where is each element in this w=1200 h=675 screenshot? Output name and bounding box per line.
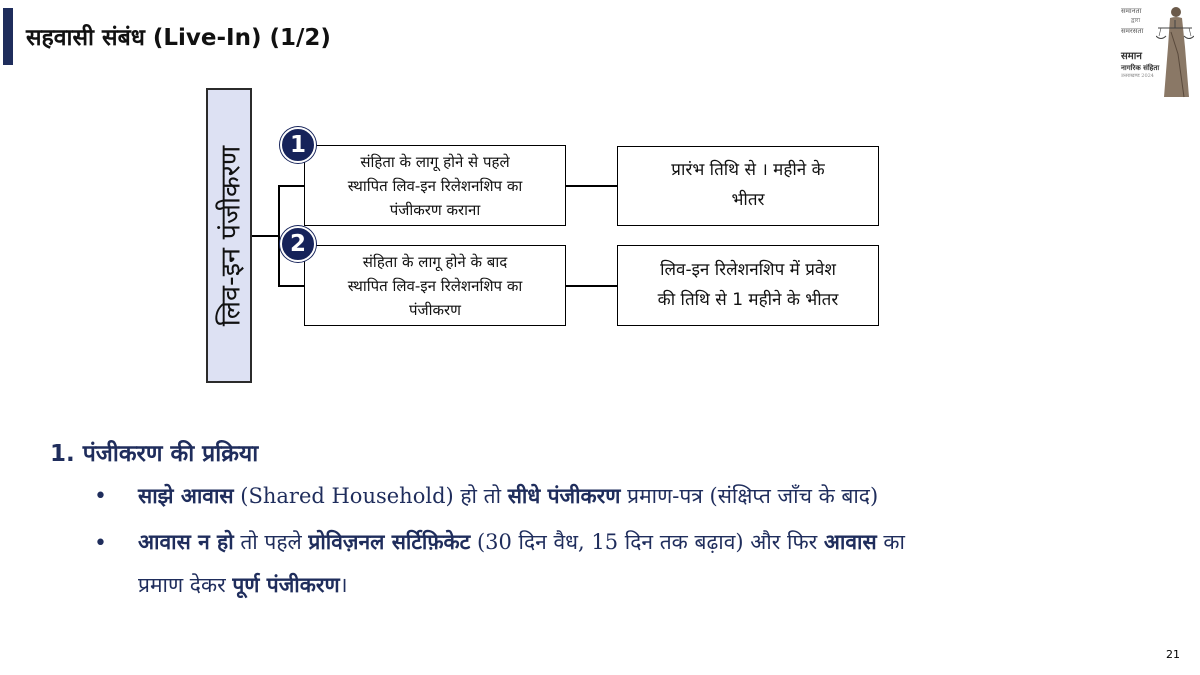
logo-text-line6: उत्तराखण्ड 2024 (1121, 73, 1154, 79)
branch-1-condition-line: पंजीकरण कराना (389, 200, 481, 219)
branch-1-deadline-line: भीतर (731, 190, 765, 210)
bullet-2-bold-term: पूर्ण पंजीकरण (232, 573, 340, 597)
branch-1-condition-line: संहिता के लागू होने से पहले (360, 152, 510, 171)
connector-vertical (278, 185, 280, 286)
branch-2-deadline-box (617, 245, 879, 326)
branch-1-deadline-box (617, 146, 879, 226)
branch-2-deadline-line: की तिथि से 1 महीने के भीतर (657, 289, 839, 310)
logo-text-line3: समरसता (1121, 27, 1144, 35)
section-heading: 1. पंजीकरण की प्रक्रिया (50, 441, 259, 467)
title-accent-bar (3, 8, 13, 65)
page-number: 21 (1166, 648, 1180, 661)
branch-2-condition-line: स्थापित लिव-इन रिलेशनशिप का (347, 276, 523, 295)
branch-2-condition-line: पंजीकरण (408, 300, 462, 319)
bullet-1-text-part: प्रमाण-पत्र (संक्षिप्त जाँच के बाद) (620, 484, 879, 508)
bullet-1-text (138, 486, 878, 507)
bullet-1-bold-term: सीधे पंजीकरण (507, 484, 621, 508)
diagram-root-box (206, 88, 252, 383)
branch-2-condition-line: संहिता के लागू होने के बाद (362, 252, 508, 271)
diagram-root-label: लिव-इन पंजीकरण (215, 145, 247, 326)
connector-result-2 (565, 285, 618, 287)
bullet-marker: • (94, 484, 107, 509)
logo-text-line1: समानता (1121, 7, 1142, 15)
branch-1-deadline-line: प्रारंभ तिथि से । महीने के (671, 160, 825, 181)
slide-title: सहवासी संबंध (Live-In) (1/2) (26, 25, 331, 51)
bullet-1-bold-term: साझे आवास (138, 484, 234, 508)
bullet-2-bold-term: आवास न हो (138, 530, 234, 554)
logo-text-line2: द्वारा (1131, 17, 1141, 24)
branch-2-deadline-line: लिव-इन रिलेशनशिप में प्रवेश (660, 259, 836, 280)
bullet-2-text (138, 532, 905, 553)
branch-2-condition-box (304, 245, 566, 326)
bullet-2-bold-term: प्रोविज़नल सर्टिफ़िकेट (308, 530, 471, 554)
bullet-2-text-part: तो पहले (233, 530, 309, 554)
logo-text-line4: समान (1121, 51, 1142, 62)
connector-branch-2 (278, 285, 305, 287)
branch-2-number-badge: 2 (280, 226, 316, 262)
branch-1-condition-box (304, 145, 566, 226)
connector-root (252, 235, 279, 237)
bullet-2-text-part: । (339, 573, 348, 597)
branch-1-condition-line: स्थापित लिव-इन रिलेशनशिप का (347, 176, 523, 195)
bullet-2-bold-term: आवास (823, 530, 877, 554)
bullet-2-text-part: (30 दिन वैध, 15 दिन तक बढ़ाव) और फिर (470, 530, 824, 554)
bullet-2-text-part: प्रमाण देकर (138, 573, 233, 597)
ucc-logo (1118, 2, 1194, 100)
bullet-marker: • (94, 531, 107, 556)
connector-branch-1 (278, 185, 305, 187)
bullet-2-text-continued (138, 575, 348, 596)
logo-text-line5: नागरिक संहिता (1121, 63, 1160, 72)
branch-1-number-badge: 1 (280, 127, 316, 163)
bullet-1-text-part: (Shared Household) हो तो (233, 484, 508, 508)
connector-result-1 (565, 185, 618, 187)
justice-figure-icon (1156, 2, 1194, 100)
bullet-2-text-part: का (876, 530, 905, 554)
